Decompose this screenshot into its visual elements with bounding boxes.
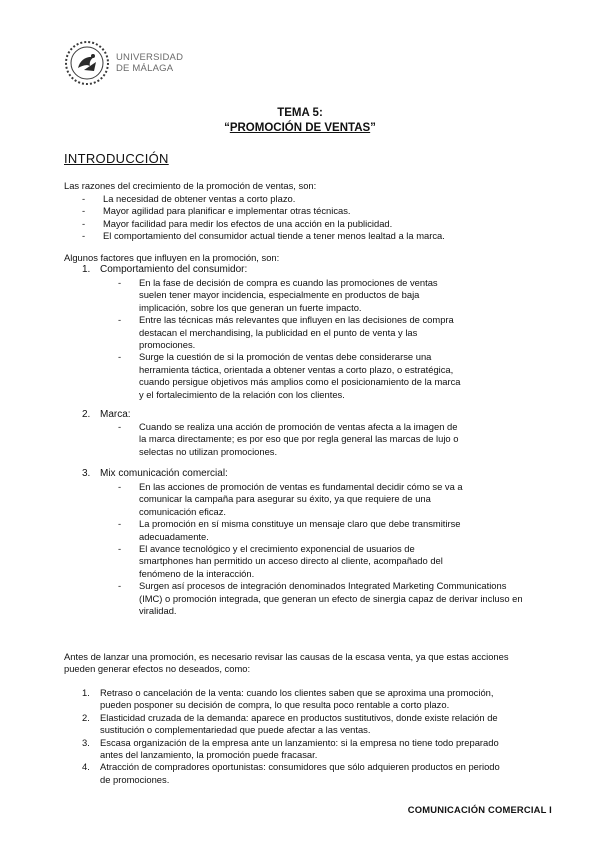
list-item: 1. Retraso o cancelación de la venta: cuando los clientes saben que se aproxima una promoción, pueden posponer su decisión de compra, lo que resulta poco rentable a corto plazo.: [82, 687, 494, 711]
document-page: UNIVERSIDAD DE MÁLAGA TEMA 5: “PROMOCIÓN DE VENTAS” INTRODUCCIÓN Las razones del crecimiento de la promoción de ventas, son: - La necesidad de obtener ventas a corto plazo. - Mayor agilidad para planificar e implementar otras técnicas. - Mayor facilidad para medir los efectos de una acción en la publicidad. - El comportamiento del consumidor actual tiende a tener menos lealtad a la marca. Algunos factores que influyen en la promoción, son: 1. Comportamiento del consumidor: - En la fase de decisión de compra es cuando las promociones de ventas suelen tener mayor incidencia, especialmente en productos de baja implicación, sobre los que generan un fuerte impacto. - Entre las técnicas más relevantes que influyen en las decisiones de compra destacan el merchandising, la publicidad en el punto de venta y las promociones. - Surge la cuestión de si la promoción de ventas debe considerarse una herramienta táctica, orientada a obtener ventas a corto plazo, o estratégica, cuando persigue objetivos más amplios como el posicionamiento de la marca y el fortalecimiento de la relación con los clientes. 2. Marca: - Cuando se realiza una acción de promoción de ventas afecta a la imagen de la marca directamente; es por eso que por regla general las marcas de lujo o selectas no utilizan promociones. 3. Mix comunicación comercial: - En las acciones de promoción de ventas es fundamental decidir cómo se va a comunicar la campaña para asegurar su éxito, ya que requiere de una comunicación eficaz. - La promoción en sí misma constituye un mensaje claro que debe transmitirse adecuadamente. - El avance tecnológico y el crecimiento exponencial de usuarios de smartphones han permitido un acceso directo al cliente, acompañado del fenómeno de la interacción. - Surgen así procesos de integración denominados Integrated Marketing Communications (IMC) o promoción integrada, que generan un efecto de sinergia capaz de derivar incluso en viralidad. Antes de lanzar una promoción, es necesario revisar las causas de la escasa venta, ya que estas acciones pueden generar efectos no deseados, como: 1. Retraso o cancelación de la venta: cuando los clientes saben que se aproxima una promoción, pueden posponer su decisión de compra, lo que resulta poco rentable a corto plazo. 2. Elasticidad cruzada de la demanda: aparece en productos sustitutivos, donde existe relación de sustitución o complementariedad que puede afectar a las ventas. 3. Escasa organización de la empresa ante un lanzamiento: si la empresa no tiene todo preparado antes del lanzamiento, la promoción puede fracasar. 4. Atracción de compradores oportunistas: consumidores que sólo adquieren productos en periodo de promociones. COMUNICACIÓN COMERCIAL I: [0, 0, 600, 848]
university-logo: [64, 42, 194, 84]
list-item: - El avance tecnológico y el crecimiento exponencial de usuarios de smartphones han permitido un acceso directo al cliente, acompañado del fenómeno de la interacción.: [118, 543, 443, 579]
page-footer: COMUNICACIÓN COMERCIAL I: [407, 804, 552, 815]
intro-heading: INTRODUCCIÓN: [64, 151, 169, 166]
logo-line-2: DE MÁLAGA: [116, 63, 174, 74]
list-item: 3. Escasa organización de la empresa ante un lanzamiento: si la empresa no tiene todo preparado antes del lanzamiento, la promoción puede fracasar.: [82, 736, 499, 761]
para-factors-intro: Algunos factores que influyen en la promoción, son:: [64, 252, 280, 263]
list-item: 2. Elasticidad cruzada de la demanda: aparece en productos sustitutivos, donde existe relación de sustitución o complementariedad que puede afectar a las ventas.: [82, 711, 498, 736]
factor-2-items: [118, 421, 459, 458]
list-item: - En la fase de decisión de compra es cuando las promociones de ventas suelen tener mayor incidencia, especialmente en productos de baja implicación, sobre los que generan un fuerte impacto.: [118, 277, 438, 313]
factor-1-items: [118, 277, 461, 401]
title-main: PROMOCIÓN DE VENTAS: [229, 122, 371, 134]
list-item: - Surgen así procesos de integración denominados Integrated Marketing Communications (IMC) o promoción integrada, que generan un efecto de sinergia capaz de derivar incluso en viralidad.: [118, 580, 523, 617]
para-effects-intro-1: Antes de lanzar una promoción, es necesario revisar las causas de la escasa venta, ya que estas acciones: [64, 651, 509, 662]
para-effects-intro-2: pueden generar efectos no deseados, como:: [64, 663, 251, 674]
list-item: - En las acciones de promoción de ventas es fundamental decidir cómo se va a comunicar la campaña para asegurar su éxito, ya que requiere de una comunicación eficaz.: [118, 481, 463, 517]
factor-3-items: [118, 481, 523, 617]
list-item: - Cuando se realiza una acción de promoción de ventas afecta a la imagen de la marca directamente; es por eso que por regla general las marcas de lujo o selectas no utilizan promociones.: [118, 421, 459, 457]
title-line-1: TEMA 5:: [277, 107, 323, 119]
effects-list: [64, 687, 500, 786]
list-item: - Surge la cuestión de si la promoción de ventas debe considerarse una herramienta táctica, orientada a obtener ventas a corto plazo, o estratégica, cuando persigue objetivos más amplios como el posicionamiento de la marca y el fortalecimiento de la relación con los clientes.: [118, 351, 461, 400]
university-seal-icon: [64, 40, 110, 86]
logo-line-1: UNIVERSIDAD: [116, 52, 184, 63]
logo-text: [116, 52, 183, 74]
list-item: - Entre las técnicas más relevantes que influyen en las decisiones de compra destacan el merchandising, la publicidad en el punto de venta y las promociones.: [118, 314, 454, 351]
list-item: 4. Atracción de compradores oportunistas: consumidores que sólo adquieren productos en periodo de promociones.: [82, 761, 500, 785]
para-reasons-intro: Las razones del crecimiento de la promoción de ventas, son:: [64, 180, 317, 191]
list-item: - La promoción en sí misma constituye un mensaje claro que debe transmitirse adecuadamente.: [118, 518, 461, 542]
title-line-2: “PROMOCIÓN DE VENTAS”: [224, 122, 376, 134]
